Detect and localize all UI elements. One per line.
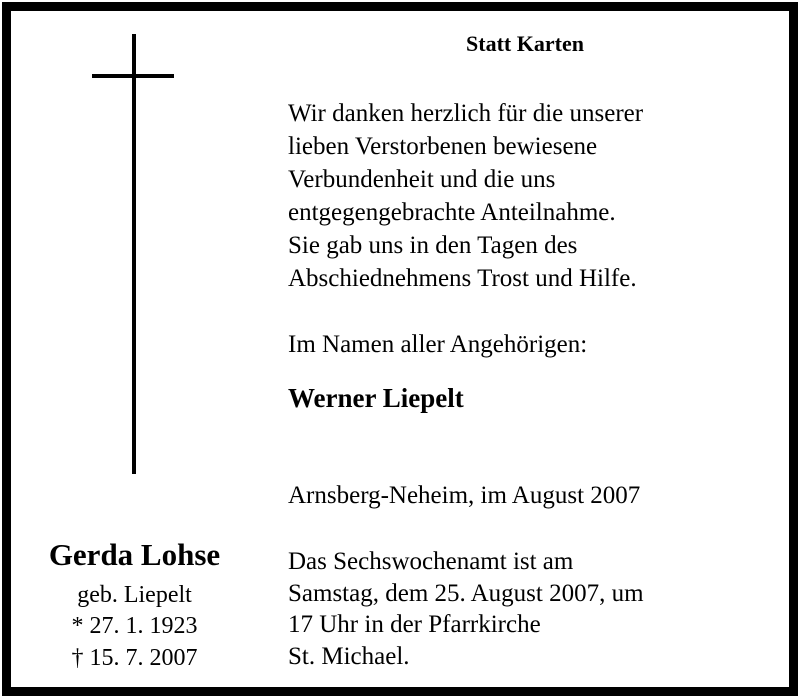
service-line: Das Sechswochenamt ist am [288,548,574,575]
place-date: Arnsberg-Neheim, im August 2007 [288,482,641,509]
signer-name: Werner Liepelt [288,383,464,413]
notice-heading: Statt Karten [466,31,584,56]
deceased-birth-name: geb. Liepelt [77,582,192,608]
thanks-line: entgegengebrachte Anteilnahme. [288,199,616,226]
deceased-name: Gerda Lohse [48,537,221,572]
cross-vertical-bar [132,34,136,474]
thanks-line: lieben Verstorbenen bewiesene [288,133,598,160]
deceased-birth-date: * 27. 1. 1923 [71,613,198,639]
service-line: St. Michael. [288,642,410,670]
closing-phrase: Im Namen aller Angehörigen: [288,331,588,358]
cross-horizontal-bar [92,74,174,78]
thanks-line: Verbundenheit und die uns [288,166,556,193]
thanks-line: Wir danken herzlich für die unserer [288,100,644,127]
thanks-line: Abschiednehmens Trost und Hilfe. [288,265,637,292]
service-line: 17 Uhr in der Pfarrkirche [288,611,541,638]
service-announcement [288,546,644,672]
thanks-text [288,97,643,295]
service-line: Samstag, dem 25. August 2007, um [288,579,644,607]
deceased-death-date: † 15. 7. 2007 [71,645,198,671]
thanks-line: Sie gab uns in den Tagen des [288,232,578,259]
